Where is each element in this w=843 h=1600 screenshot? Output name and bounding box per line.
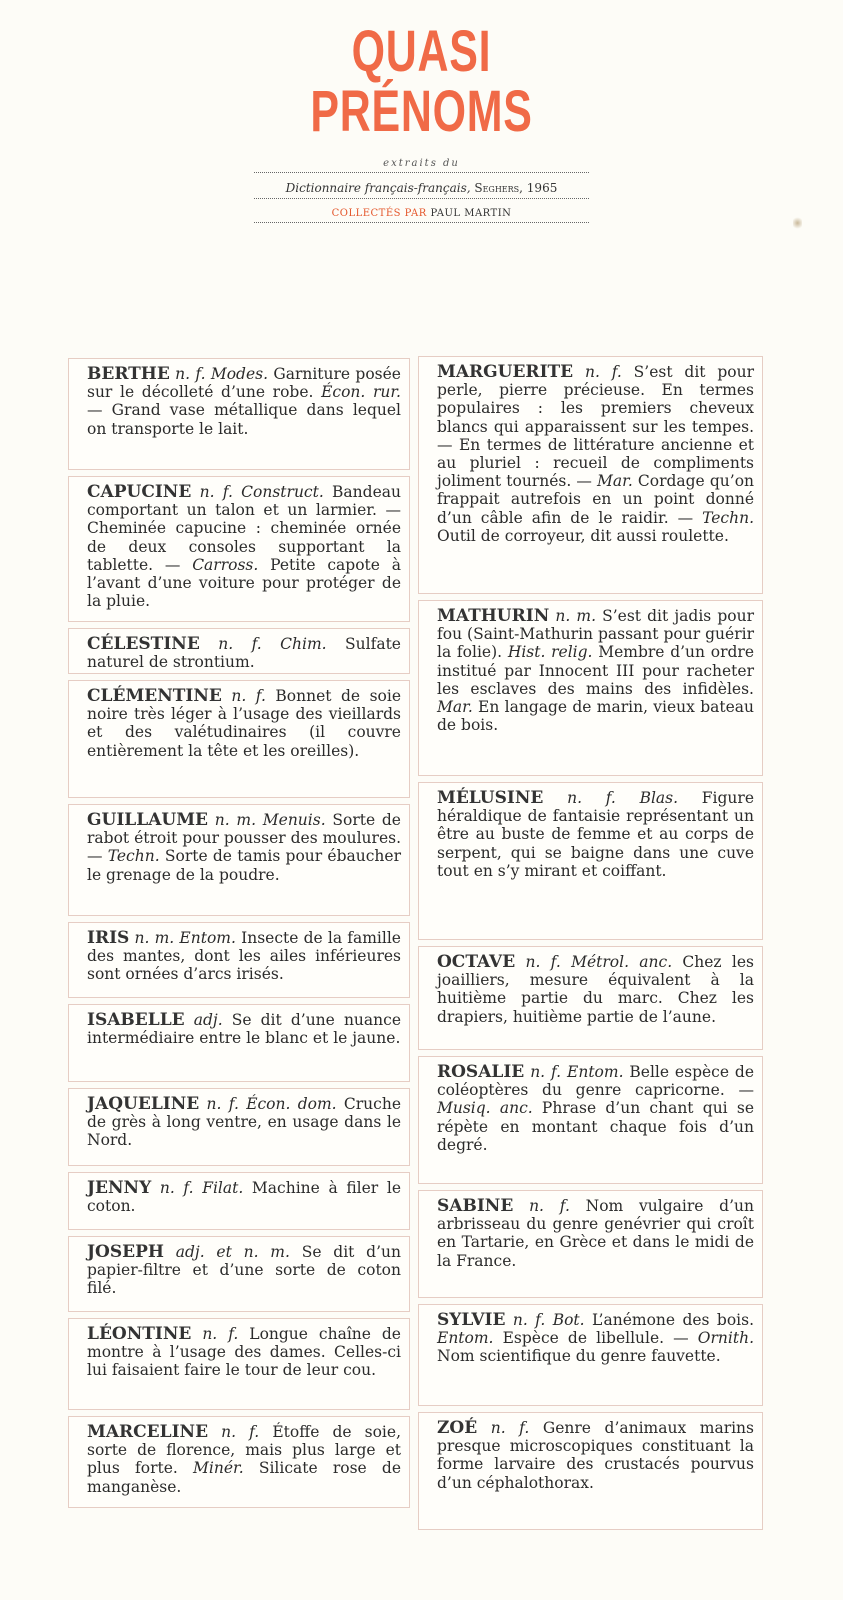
entry-text: Nom vulgaire d’un arbrisseau du genre genévrier qui croît en Tartarie, en Grèce et dans le midi de la France.: [437, 1197, 754, 1270]
dictionary-entry: [418, 782, 763, 940]
entry-word: SYLVIE: [437, 1310, 506, 1330]
entry-domain: Mar.: [437, 698, 473, 717]
entry-domain: Métrol. anc.: [571, 953, 673, 971]
entry-domain: Techn.: [702, 508, 754, 527]
dictionary-entry: [68, 1088, 410, 1166]
dictionary-entry: [68, 358, 410, 470]
entry-word: JAQUELINE: [87, 1094, 200, 1114]
left-column: [68, 358, 410, 1514]
entry-text: Se dit d’une nuance intermédiaire entre le blanc et le jaune.: [87, 1011, 401, 1048]
entry-grammar: n. f.: [525, 953, 561, 971]
entry-text: Sorte de tamis pour ébaucher le grenage de la poudre.: [87, 847, 401, 884]
entry-grammar: n. m.: [214, 811, 257, 829]
entry-grammar: n. f.: [567, 789, 616, 807]
entry-grammar: n. m.: [134, 929, 175, 947]
credit-label: COLLECTÉS PAR: [331, 208, 427, 219]
entry-domain: Filat.: [202, 1179, 244, 1197]
entry-grammar: n. f.: [584, 363, 622, 381]
entry-grammar: n. f.: [529, 1197, 570, 1215]
entry-word: MÉLUSINE: [437, 788, 544, 808]
subtitle: extraits du: [383, 158, 460, 169]
credit-line: [0, 208, 843, 219]
entry-text: — Grand vase métallique dans lequel on transporte le lait.: [87, 401, 401, 438]
entry-domain: Carross.: [192, 555, 259, 574]
entry-text: Outil de corroyeur, dit aussi roulette.: [437, 526, 729, 545]
entry-word: CÉLESTINE: [87, 634, 200, 654]
dictionary-entry: [68, 1318, 410, 1410]
dictionary-entry: [418, 946, 763, 1050]
entry-word: LÉONTINE: [87, 1324, 192, 1344]
entry-word: ISABELLE: [87, 1010, 185, 1030]
dictionary-entry: [68, 1236, 410, 1312]
entry-word: CLÉMENTINE: [87, 686, 222, 706]
entry-domain: Hist. relig.: [507, 643, 593, 662]
dictionary-entry: [418, 1056, 763, 1184]
entry-text: Genre d’animaux marins presque microscopiques constituant la forme larvaire des crustacés pourvus d’un céphalothorax.: [437, 1419, 754, 1492]
entry-word: MARGUERITE: [437, 362, 574, 382]
entry-text: En langage de marin, vieux bateau de bois.: [437, 698, 754, 735]
entry-text: Cruche de grès à long ventre, en usage dans le Nord.: [87, 1095, 401, 1150]
entry-text: Membre d’un ordre institué par Innocent III pour racheter les esclaves des mains des infidèles.: [437, 643, 755, 698]
entry-text: Sulfate naturel de strontium.: [87, 635, 401, 672]
entry-grammar: n. f.: [199, 483, 233, 501]
dictionary-entry: [418, 1412, 763, 1530]
entry-domain: Mar.: [597, 472, 633, 491]
dictionary-entry: [418, 1304, 763, 1406]
entry-domain: Chim.: [280, 635, 327, 653]
entry-grammar: n. f.: [159, 1179, 194, 1197]
entry-grammar: n. f.: [175, 365, 206, 383]
source-line: [0, 181, 843, 195]
dictionary-entry: [68, 922, 410, 998]
entry-domain: Minér.: [193, 1459, 244, 1478]
entry-word: BERTHE: [87, 364, 170, 384]
entry-text: Bandeau comportant un talon et un larmier. — Cheminée capucine : cheminée ornée de deux consoles supportant la tablette. —: [87, 483, 401, 574]
title-quasi: QUASI: [351, 19, 492, 84]
dotted-divider: [254, 172, 589, 173]
entry-domain: Entom.: [567, 1063, 624, 1081]
entry-word: MARCELINE: [87, 1422, 209, 1442]
entry-word: OCTAVE: [437, 952, 516, 972]
entry-domain: Modes.: [210, 365, 269, 383]
entry-text: L’anémone des bois.: [584, 1311, 754, 1329]
entry-domain: Blas.: [639, 789, 679, 807]
title-prenoms: PRÉNOMS: [310, 79, 533, 144]
dictionary-entry: [68, 476, 410, 622]
entry-text: Étoffe de soie, sorte de florence, mais plus large et plus forte.: [87, 1423, 401, 1478]
entry-grammar: n. f.: [221, 1423, 260, 1441]
entry-domain: Musiq. anc.: [437, 1099, 533, 1118]
entry-grammar: n. f.: [231, 687, 266, 705]
entry-grammar: n. f.: [202, 1325, 239, 1343]
entry-text: Se dit d’un papier-filtre et d’une sorte de coton filé.: [87, 1243, 401, 1298]
entry-word: ROSALIE: [437, 1062, 525, 1082]
entry-word: JOSEPH: [87, 1242, 164, 1262]
entry-text: Insecte de la famille des mantes, dont les ailes inférieures sont ornées d’arcs irisés.: [87, 929, 401, 984]
entry-word: IRIS: [87, 928, 130, 948]
entry-word: ZOÉ: [437, 1418, 478, 1438]
entry-domain: Techn.: [107, 847, 160, 866]
entry-domain: Entom.: [179, 929, 236, 947]
entry-word: MATHURIN: [437, 606, 550, 626]
page-header: [0, 19, 843, 223]
entry-text: Figure héraldique de fantaisie représentant un être au buste de femme et au corps de serpent, qui se baigne dans une cuve tout en s’y mirant et coiffant.: [437, 789, 754, 880]
entry-text: Espèce de libellule. —: [493, 1329, 698, 1348]
entry-word: SABINE: [437, 1196, 514, 1216]
dictionary-entry: [68, 628, 410, 674]
entry-text: Bonnet de soie noire très léger à l’usage des vieillards et des valétudinaires (il couvre entièrement la tête et les oreilles).: [87, 687, 401, 760]
dictionary-entry: [68, 1416, 410, 1508]
entry-text: Petite capote à l’avant d’une voiture pour protéger de la pluie.: [87, 555, 401, 611]
dotted-divider: [254, 222, 589, 223]
entry-domain: Écon. dom.: [246, 1095, 337, 1113]
entry-grammar: n. f.: [206, 1095, 239, 1113]
entry-text: Belle espèce de coléoptères du genre capricorne. —: [437, 1063, 755, 1100]
entry-domain: Ornith.: [697, 1329, 754, 1348]
entry-text: Machine à filer le coton.: [87, 1179, 401, 1216]
entry-word: CAPUCINE: [87, 482, 192, 502]
dictionary-entry: [68, 1004, 410, 1082]
entry-text: Nom scientifique du genre fauvette.: [437, 1347, 721, 1366]
entry-text: Garniture posée sur le décolleté d’une robe.: [87, 365, 401, 402]
entry-grammar: n. f.: [512, 1311, 546, 1329]
entry-text: S’est dit pour perle, pierre précieuse. En termes populaires : les premiers cheveux blancs qui apparaissent sur les tempes. — En termes de littérature ancienne et au pluriel : recueil de compliments joliment tournés. —: [437, 363, 754, 491]
entry-text: S’est dit jadis pour fou (Saint-Mathurin passant pour guérir la folie).: [437, 607, 754, 662]
entry-text: Phrase d’un chant qui se répète en montant chaque fois d’un degré.: [437, 1099, 754, 1154]
dictionary-entry: [68, 1172, 410, 1230]
dictionary-entry: [418, 600, 763, 776]
entry-grammar: adj. et n. m.: [175, 1243, 290, 1261]
entry-text: Chez les joailliers, mesure équivalent à la huitième partie du marc. Chez les drapiers, huitième partie de l’aune.: [437, 953, 754, 1026]
dictionary-entry: [68, 680, 410, 798]
source-publisher: Seghers,: [474, 181, 523, 195]
entry-domain: Bot.: [552, 1311, 585, 1329]
entry-text: Sorte de rabot étroit pour pousser des moulures. —: [87, 811, 401, 866]
entry-grammar: n. f.: [490, 1419, 530, 1437]
entry-grammar: n. m.: [555, 607, 597, 625]
dictionary-entry: [418, 356, 763, 594]
credit-name: PAUL MARTIN: [430, 208, 512, 219]
entry-text: Longue chaîne de montre à l’usage des dames. Celles-ci lui faisaient faire le tour de leur cou.: [87, 1325, 401, 1380]
entry-word: GUILLAUME: [87, 810, 208, 830]
entry-domain: Construct.: [241, 483, 324, 501]
entry-domain: Entom.: [437, 1329, 494, 1348]
entry-domain: Écon. rur.: [321, 383, 401, 402]
entry-domain: Menuis.: [262, 811, 326, 829]
right-column: [418, 356, 763, 1536]
entry-grammar: n. f.: [218, 635, 262, 653]
entry-grammar: adj.: [193, 1011, 223, 1029]
dotted-divider: [254, 198, 589, 199]
entry-grammar: n. f.: [530, 1063, 562, 1081]
dictionary-entry: [418, 1190, 763, 1298]
source-title: Dictionnaire français-français,: [285, 181, 471, 195]
entry-text: Silicate rose de manganèse.: [87, 1459, 401, 1496]
entry-text: Cordage qu’on frappait autrefois en un point donné d’un câble afin de le raidir. —: [437, 472, 755, 527]
entry-word: JENNY: [87, 1178, 152, 1198]
source-year: 1965: [526, 181, 558, 195]
dictionary-entry: [68, 804, 410, 916]
